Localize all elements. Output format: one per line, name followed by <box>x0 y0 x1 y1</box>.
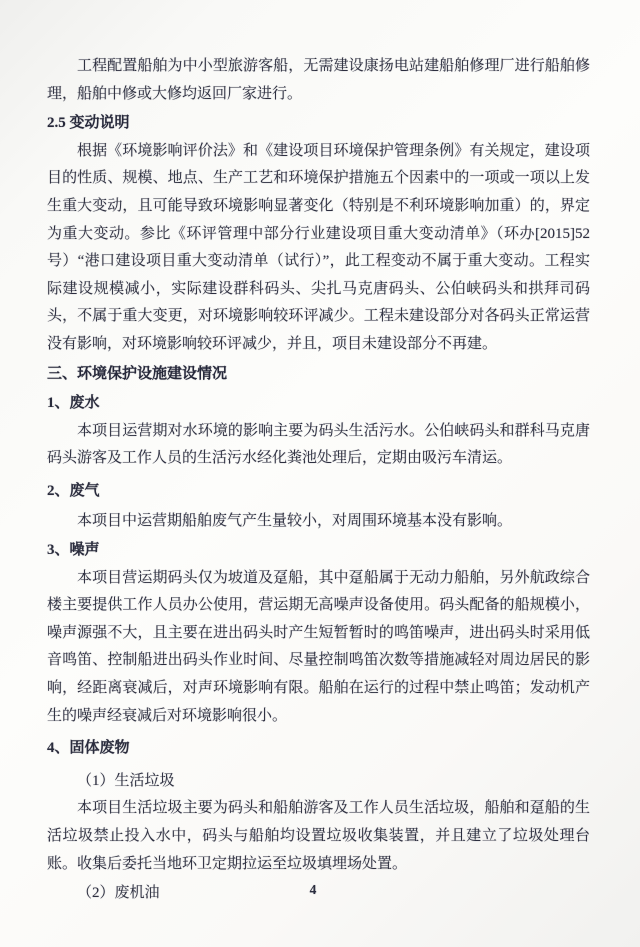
paragraph-major-change-determination: 根据《环境影响评价法》和《建设项目环境保护管理条例》有关规定，建设项目的性质、规模、地点、生产工艺和环境保护措施五个因素中的一项或一项以上发生重大变动，且可能导致环境影响显著变化（特别是不利环境影响加重）的，界定为重大变动。参比《环评管理中部分行业建设项目重大变动清单》（环办[2015]52 号）“港口建设项目重大变动清单（试行）”，此工程变动不属于重大变动。工程实际建设规模减小，实际建设群科码头、尖扎马克唐码头、公伯峡码头和拱拜司码头，不属于重大变更，对环境影响较环评减少。工程未建设部分对各码头正常运营没有影响，对环境影响较环评减少，并且，项目未建设部分不再建。 <box>47 142 590 352</box>
list-heading-2-waste-engine-oil: （2）废机油 <box>77 885 160 902</box>
page-number: 4 <box>309 882 317 897</box>
subheading-4-solid-waste: 4、固体废物 <box>47 740 130 757</box>
paragraph-ship-configuration: 工程配置船舶为中小型旅游客船，无需建设康扬电站建船舶修理厂进行船舶修理，船舶中修或大修均返回厂家进行。 <box>47 58 590 102</box>
subheading-2-waste-gas: 2、废气 <box>47 482 100 499</box>
list-heading-1-domestic-garbage: （1）生活垃圾 <box>77 772 175 789</box>
paragraph-noise: 本项目营运期码头仅为坡道及趸船，其中趸船属于无动力船舶，另外航政综合楼主要提供工作人员办公使用，营运期无高噪声设备使用。码头配备的船规模小，噪声源强不大，且主要在进出码头时产生短暂暂时的鸣笛噪声，进出码头时采用低音鸣笛、控制船进出码头作业时间、尽量控制鸣笛次数等措施减轻对周边居民的影响，经距离衰减后，对声环境影响有限。船舶在运行的过程中禁止鸣笛；发动机产生的噪声经衰减后对环境影响很小。 <box>47 569 590 724</box>
paragraph-wastewater: 本项目运营期对水环境的影响主要为码头生活污水。公伯峡码头和群科马克唐码头游客及工作人员的生活污水经化粪池处理后，定期由吸污车清运。 <box>47 422 590 467</box>
paragraph-domestic-garbage: 本项目生活垃圾主要为码头和船舶游客及工作人员生活垃圾，船舶和趸船的生活垃圾禁止投入水中，码头与船舶均设置垃圾收集装置，并且建立了垃圾处理台账。收集后委托当地环卫定期拉运至垃圾填埋场处置。 <box>47 800 590 872</box>
subheading-1-wastewater: 1、废水 <box>47 395 100 412</box>
section-heading-3-environmental-protection-facilities: 三、环境保护设施建设情况 <box>47 365 228 382</box>
paragraph-waste-gas: 本项目中运营期船舶废气产生量较小，对周围环境基本没有影响。 <box>77 512 513 529</box>
section-heading-2-5-change-description: 2.5 变动说明 <box>47 115 130 132</box>
subheading-3-noise: 3、噪声 <box>47 542 100 559</box>
